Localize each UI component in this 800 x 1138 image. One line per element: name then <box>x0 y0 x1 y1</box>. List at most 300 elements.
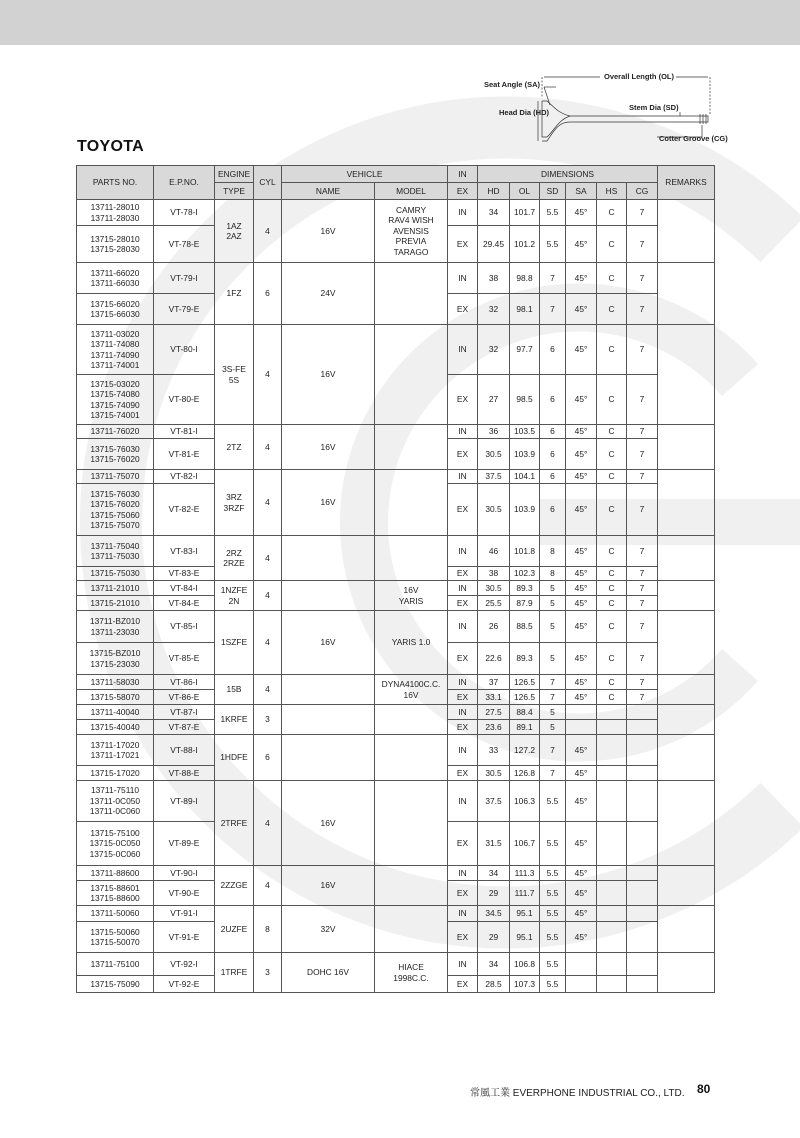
vehicle-name-cell <box>282 705 375 735</box>
in-ex-cell: IN <box>448 906 478 922</box>
vehicle-model-cell <box>375 425 448 470</box>
ep-no-cell: VT-92-E <box>154 976 215 993</box>
sd-cell: 6 <box>540 425 566 439</box>
sa-cell: 45° <box>566 325 597 375</box>
vehicle-name-cell: 16V <box>282 866 375 906</box>
hs-cell <box>597 705 627 720</box>
hd-cell: 27 <box>478 375 510 425</box>
ep-no-cell: VT-87-E <box>154 720 215 735</box>
hs-cell: C <box>597 294 627 325</box>
vehicle-name-cell <box>282 581 375 611</box>
parts-no-cell: 13715-76030 13715-76020 13715-75060 13715-75070 <box>77 484 154 536</box>
in-ex-cell: IN <box>448 735 478 766</box>
sd-cell: 5 <box>540 720 566 735</box>
vehicle-model-cell <box>375 781 448 866</box>
vehicle-name-cell <box>282 735 375 781</box>
ol-cell: 98.5 <box>510 375 540 425</box>
engine-type-cell: 2TRFE <box>215 781 254 866</box>
ep-no-cell: VT-83-I <box>154 536 215 567</box>
sa-cell: 45° <box>566 906 597 922</box>
sd-cell: 6 <box>540 470 566 484</box>
hs-cell: C <box>597 596 627 611</box>
hd-cell: 46 <box>478 536 510 567</box>
header-parts-no: PARTS NO. <box>77 166 154 200</box>
vehicle-model-cell: HIACE 1998C.C. <box>375 953 448 993</box>
sd-cell: 5.5 <box>540 922 566 953</box>
parts-no-cell: 13711-75070 <box>77 470 154 484</box>
cg-cell: 7 <box>627 643 658 675</box>
sd-cell: 5.5 <box>540 226 566 263</box>
cg-cell <box>627 705 658 720</box>
ep-no-cell: VT-88-I <box>154 735 215 766</box>
hs-cell <box>597 976 627 993</box>
ep-no-cell: VT-79-I <box>154 263 215 294</box>
sd-cell: 5 <box>540 643 566 675</box>
cyl-cell: 4 <box>254 611 282 675</box>
ol-cell: 97.7 <box>510 325 540 375</box>
engine-type-cell: 2UZFE <box>215 906 254 953</box>
cg-cell: 7 <box>627 294 658 325</box>
engine-type-cell: 3S-FE 5S <box>215 325 254 425</box>
engine-type-cell: 2TZ <box>215 425 254 470</box>
in-ex-cell: EX <box>448 596 478 611</box>
sd-cell: 7 <box>540 294 566 325</box>
cg-cell <box>627 766 658 781</box>
ol-cell: 87.9 <box>510 596 540 611</box>
vehicle-model-cell: YARIS 1.0 <box>375 611 448 675</box>
sa-cell: 45° <box>566 470 597 484</box>
in-ex-cell: IN <box>448 200 478 226</box>
sd-cell: 5 <box>540 611 566 643</box>
remarks-cell <box>658 953 715 993</box>
header-cg: CG <box>627 183 658 200</box>
in-ex-cell: IN <box>448 953 478 976</box>
sa-cell: 45° <box>566 922 597 953</box>
cyl-cell: 4 <box>254 425 282 470</box>
sa-cell: 45° <box>566 581 597 596</box>
ep-no-cell: VT-83-E <box>154 567 215 581</box>
in-ex-cell: IN <box>448 325 478 375</box>
sd-cell: 6 <box>540 439 566 470</box>
ep-no-cell: VT-78-E <box>154 226 215 263</box>
cyl-cell: 4 <box>254 581 282 611</box>
cg-cell <box>627 953 658 976</box>
page-number: 80 <box>697 1082 711 1096</box>
hs-cell: C <box>597 200 627 226</box>
in-ex-cell: EX <box>448 766 478 781</box>
header-cyl: CYL <box>254 166 282 200</box>
sa-cell: 45° <box>566 567 597 581</box>
remarks-cell <box>658 866 715 906</box>
hs-cell: C <box>597 690 627 705</box>
hd-cell: 22.6 <box>478 643 510 675</box>
sa-cell: 45° <box>566 536 597 567</box>
vehicle-model-cell <box>375 906 448 953</box>
sa-cell <box>566 705 597 720</box>
remarks-cell <box>658 781 715 866</box>
ol-cell: 106.7 <box>510 822 540 866</box>
sa-cell: 45° <box>566 484 597 536</box>
cg-cell: 7 <box>627 690 658 705</box>
sa-cell <box>566 720 597 735</box>
hd-cell: 33.1 <box>478 690 510 705</box>
ol-cell: 103.9 <box>510 484 540 536</box>
hd-cell: 23.6 <box>478 720 510 735</box>
engine-type-cell: 1SZFE <box>215 611 254 675</box>
cg-cell <box>627 906 658 922</box>
in-ex-cell: EX <box>448 976 478 993</box>
parts-no-cell: 13711-75110 13711-0C050 13711-0C060 <box>77 781 154 822</box>
remarks-cell <box>658 705 715 735</box>
sa-cell: 45° <box>566 596 597 611</box>
hs-cell <box>597 866 627 881</box>
table-row <box>77 705 715 720</box>
remarks-cell <box>658 470 715 536</box>
cg-cell: 7 <box>627 226 658 263</box>
parts-no-cell: 13715-50060 13715-50070 <box>77 922 154 953</box>
cyl-cell: 4 <box>254 675 282 705</box>
ep-no-cell: VT-84-I <box>154 581 215 596</box>
hs-cell: C <box>597 375 627 425</box>
sd-cell: 7 <box>540 735 566 766</box>
sa-cell: 45° <box>566 881 597 906</box>
sa-cell: 45° <box>566 866 597 881</box>
header-in: IN <box>448 166 478 183</box>
table-row <box>77 581 715 596</box>
cyl-cell: 4 <box>254 470 282 536</box>
hd-cell: 30.5 <box>478 766 510 781</box>
head-dia-label: Head Dia (HD) <box>499 108 550 117</box>
parts-no-cell: 13715-75090 <box>77 976 154 993</box>
hs-cell: C <box>597 325 627 375</box>
in-ex-cell: EX <box>448 439 478 470</box>
sa-cell: 45° <box>566 735 597 766</box>
ol-cell: 88.4 <box>510 705 540 720</box>
table-row <box>77 735 715 766</box>
header-dimensions: DIMENSIONS <box>478 166 658 183</box>
cg-cell: 7 <box>627 470 658 484</box>
top-bar <box>0 0 800 45</box>
sd-cell: 8 <box>540 536 566 567</box>
vehicle-name-cell: 16V <box>282 781 375 866</box>
ol-cell: 111.7 <box>510 881 540 906</box>
ol-cell: 103.9 <box>510 439 540 470</box>
ep-no-cell: VT-80-E <box>154 375 215 425</box>
vehicle-name-cell: 32V <box>282 906 375 953</box>
header-sd: SD <box>540 183 566 200</box>
parts-no-cell: 13715-75030 <box>77 567 154 581</box>
hd-cell: 32 <box>478 325 510 375</box>
vehicle-name-cell: 16V <box>282 425 375 470</box>
parts-no-cell: 13711-66020 13711-66030 <box>77 263 154 294</box>
cg-cell: 7 <box>627 536 658 567</box>
ol-cell: 126.5 <box>510 690 540 705</box>
cyl-cell: 3 <box>254 705 282 735</box>
sa-cell: 45° <box>566 766 597 781</box>
cg-cell: 7 <box>627 675 658 690</box>
ep-no-cell: VT-91-E <box>154 922 215 953</box>
hs-cell: C <box>597 263 627 294</box>
vehicle-name-cell: 16V <box>282 200 375 263</box>
in-ex-cell: EX <box>448 690 478 705</box>
ol-cell: 126.8 <box>510 766 540 781</box>
cg-cell: 7 <box>627 425 658 439</box>
cg-cell <box>627 881 658 906</box>
parts-no-cell: 13711-28010 13711-28030 <box>77 200 154 226</box>
hs-cell <box>597 766 627 781</box>
parts-no-cell: 13715-17020 <box>77 766 154 781</box>
sa-cell <box>566 953 597 976</box>
hs-cell <box>597 735 627 766</box>
cyl-cell: 4 <box>254 536 282 581</box>
header-sa: SA <box>566 183 597 200</box>
sa-cell <box>566 976 597 993</box>
ol-cell: 102.3 <box>510 567 540 581</box>
hd-cell: 37 <box>478 675 510 690</box>
in-ex-cell: IN <box>448 425 478 439</box>
sd-cell: 5.5 <box>540 906 566 922</box>
in-ex-cell: IN <box>448 536 478 567</box>
vehicle-name-cell: 16V <box>282 325 375 425</box>
in-ex-cell: IN <box>448 611 478 643</box>
ep-no-cell: VT-88-E <box>154 766 215 781</box>
ol-cell: 98.8 <box>510 263 540 294</box>
in-ex-cell: EX <box>448 226 478 263</box>
ep-no-cell: VT-90-E <box>154 881 215 906</box>
ol-cell: 103.5 <box>510 425 540 439</box>
ol-cell: 89.3 <box>510 643 540 675</box>
table-row <box>77 325 715 375</box>
hd-cell: 29 <box>478 922 510 953</box>
in-ex-cell: EX <box>448 643 478 675</box>
parts-no-cell: 13715-66020 13715-66030 <box>77 294 154 325</box>
parts-no-cell: 13715-03020 13715-74080 13715-74090 13715-74001 <box>77 375 154 425</box>
hd-cell: 38 <box>478 263 510 294</box>
ol-cell: 98.1 <box>510 294 540 325</box>
stem-dia-label: Stem Dia (SD) <box>629 103 679 112</box>
cyl-cell: 4 <box>254 200 282 263</box>
parts-no-cell: 13715-40040 <box>77 720 154 735</box>
sa-cell: 45° <box>566 611 597 643</box>
sd-cell: 7 <box>540 263 566 294</box>
vehicle-model-cell <box>375 866 448 906</box>
parts-no-cell: 13715-76030 13715-76020 <box>77 439 154 470</box>
spec-table-body <box>77 200 715 993</box>
sd-cell: 7 <box>540 766 566 781</box>
remarks-cell <box>658 536 715 581</box>
ep-no-cell: VT-86-E <box>154 690 215 705</box>
sd-cell: 6 <box>540 325 566 375</box>
ol-cell: 106.8 <box>510 953 540 976</box>
hs-cell <box>597 906 627 922</box>
footer-company: 常風工業 EVERPHONE INDUSTRIAL CO., LTD. <box>470 1088 685 1099</box>
ol-cell: 95.1 <box>510 922 540 953</box>
table-row <box>77 263 715 294</box>
sd-cell: 5.5 <box>540 781 566 822</box>
ep-no-cell: VT-80-I <box>154 325 215 375</box>
ol-cell: 101.2 <box>510 226 540 263</box>
table-row <box>77 866 715 881</box>
hd-cell: 27.5 <box>478 705 510 720</box>
hd-cell: 28.5 <box>478 976 510 993</box>
vehicle-model-cell: CAMRY RAV4 WISH AVENSIS PREVIA TARAGO <box>375 200 448 263</box>
cg-cell <box>627 976 658 993</box>
hd-cell: 30.5 <box>478 581 510 596</box>
table-row <box>77 611 715 643</box>
in-ex-cell: IN <box>448 866 478 881</box>
parts-no-cell: 13711-75100 <box>77 953 154 976</box>
hs-cell: C <box>597 226 627 263</box>
parts-no-cell: 13711-03020 13711-74080 13711-74090 13711-74001 <box>77 325 154 375</box>
hs-cell: C <box>597 425 627 439</box>
sd-cell: 6 <box>540 484 566 536</box>
sa-cell: 45° <box>566 781 597 822</box>
in-ex-cell: EX <box>448 567 478 581</box>
vehicle-name-cell: DOHC 16V <box>282 953 375 993</box>
sa-cell: 45° <box>566 690 597 705</box>
parts-no-cell: 13711-58030 <box>77 675 154 690</box>
in-ex-cell: IN <box>448 581 478 596</box>
cg-cell <box>627 720 658 735</box>
parts-no-cell: 13711-75040 13711-75030 <box>77 536 154 567</box>
header-remarks: REMARKS <box>658 166 715 200</box>
cg-cell: 7 <box>627 375 658 425</box>
header-ep-no: E.P.NO. <box>154 166 215 200</box>
hs-cell <box>597 953 627 976</box>
vehicle-model-cell <box>375 536 448 581</box>
cg-cell <box>627 866 658 881</box>
ep-no-cell: VT-79-E <box>154 294 215 325</box>
hd-cell: 29 <box>478 881 510 906</box>
ep-no-cell: VT-85-E <box>154 643 215 675</box>
header-engine-type: TYPE <box>215 183 254 200</box>
table-row <box>77 536 715 567</box>
ep-no-cell: VT-84-E <box>154 596 215 611</box>
hs-cell <box>597 922 627 953</box>
ep-no-cell: VT-82-E <box>154 484 215 536</box>
ol-cell: 101.7 <box>510 200 540 226</box>
header-engine: ENGINE <box>215 166 254 183</box>
table-row <box>77 425 715 439</box>
parts-no-cell: 13711-88600 <box>77 866 154 881</box>
table-row <box>77 953 715 976</box>
parts-no-cell: 13715-21010 <box>77 596 154 611</box>
cg-cell: 7 <box>627 596 658 611</box>
valve-diagram <box>480 65 740 155</box>
hs-cell: C <box>597 675 627 690</box>
hs-cell <box>597 720 627 735</box>
hd-cell: 30.5 <box>478 439 510 470</box>
sa-cell: 45° <box>566 375 597 425</box>
cyl-cell: 6 <box>254 263 282 325</box>
ol-cell: 95.1 <box>510 906 540 922</box>
vehicle-model-cell <box>375 325 448 425</box>
ep-no-cell: VT-86-I <box>154 675 215 690</box>
remarks-cell <box>658 425 715 470</box>
hd-cell: 34 <box>478 200 510 226</box>
sd-cell: 5 <box>540 581 566 596</box>
header-hd: HD <box>478 183 510 200</box>
in-ex-cell: EX <box>448 720 478 735</box>
ol-cell: 89.1 <box>510 720 540 735</box>
valve-spec-table <box>76 165 715 993</box>
parts-no-cell: 13711-21010 <box>77 581 154 596</box>
remarks-cell <box>658 675 715 705</box>
parts-no-cell: 13715-88601 13715-88600 <box>77 881 154 906</box>
in-ex-cell: EX <box>448 922 478 953</box>
sd-cell: 7 <box>540 675 566 690</box>
ol-cell: 107.3 <box>510 976 540 993</box>
seat-angle-label: Seat Angle (SA) <box>484 80 540 89</box>
parts-no-cell: 13711-76020 <box>77 425 154 439</box>
hs-cell: C <box>597 567 627 581</box>
vehicle-name-cell <box>282 536 375 581</box>
hd-cell: 33 <box>478 735 510 766</box>
in-ex-cell: IN <box>448 781 478 822</box>
cg-cell <box>627 735 658 766</box>
hd-cell: 34 <box>478 953 510 976</box>
sd-cell: 8 <box>540 567 566 581</box>
ep-no-cell: VT-81-I <box>154 425 215 439</box>
vehicle-name-cell: 16V <box>282 470 375 536</box>
vehicle-name-cell <box>282 675 375 705</box>
sd-cell: 5 <box>540 596 566 611</box>
hd-cell: 30.5 <box>478 484 510 536</box>
ep-no-cell: VT-87-I <box>154 705 215 720</box>
vehicle-name-cell: 16V <box>282 611 375 675</box>
remarks-cell <box>658 611 715 675</box>
cg-cell: 7 <box>627 439 658 470</box>
sa-cell: 45° <box>566 294 597 325</box>
remarks-cell <box>658 263 715 325</box>
in-ex-cell: EX <box>448 822 478 866</box>
header-hs: HS <box>597 183 627 200</box>
ep-no-cell: VT-92-I <box>154 953 215 976</box>
hd-cell: 38 <box>478 567 510 581</box>
ep-no-cell: VT-85-I <box>154 611 215 643</box>
in-ex-cell: IN <box>448 705 478 720</box>
parts-no-cell: 13711-50060 <box>77 906 154 922</box>
hs-cell <box>597 781 627 822</box>
table-row <box>77 200 715 226</box>
in-ex-cell: IN <box>448 263 478 294</box>
hd-cell: 25.5 <box>478 596 510 611</box>
remarks-cell <box>658 325 715 425</box>
in-ex-cell: IN <box>448 470 478 484</box>
sd-cell: 5.5 <box>540 976 566 993</box>
parts-no-cell: 13715-28010 13715-28030 <box>77 226 154 263</box>
sa-cell: 45° <box>566 643 597 675</box>
cg-cell: 7 <box>627 567 658 581</box>
hs-cell: C <box>597 439 627 470</box>
hd-cell: 26 <box>478 611 510 643</box>
engine-type-cell: 3RZ 3RZF <box>215 470 254 536</box>
ep-no-cell: VT-82-I <box>154 470 215 484</box>
engine-type-cell: 1AZ 2AZ <box>215 200 254 263</box>
in-ex-cell: EX <box>448 881 478 906</box>
ep-no-cell: VT-90-I <box>154 866 215 881</box>
sa-cell: 45° <box>566 675 597 690</box>
hd-cell: 29.45 <box>478 226 510 263</box>
parts-no-cell: 13715-58070 <box>77 690 154 705</box>
cg-cell: 7 <box>627 581 658 596</box>
brand-title: TOYOTA <box>77 138 144 155</box>
engine-type-cell: 2RZ 2RZE <box>215 536 254 581</box>
vehicle-model-cell: 16V YARIS <box>375 581 448 611</box>
parts-no-cell: 13715-75100 13715-0C050 13715-0C060 <box>77 822 154 866</box>
table-row <box>77 675 715 690</box>
ep-no-cell: VT-89-I <box>154 781 215 822</box>
